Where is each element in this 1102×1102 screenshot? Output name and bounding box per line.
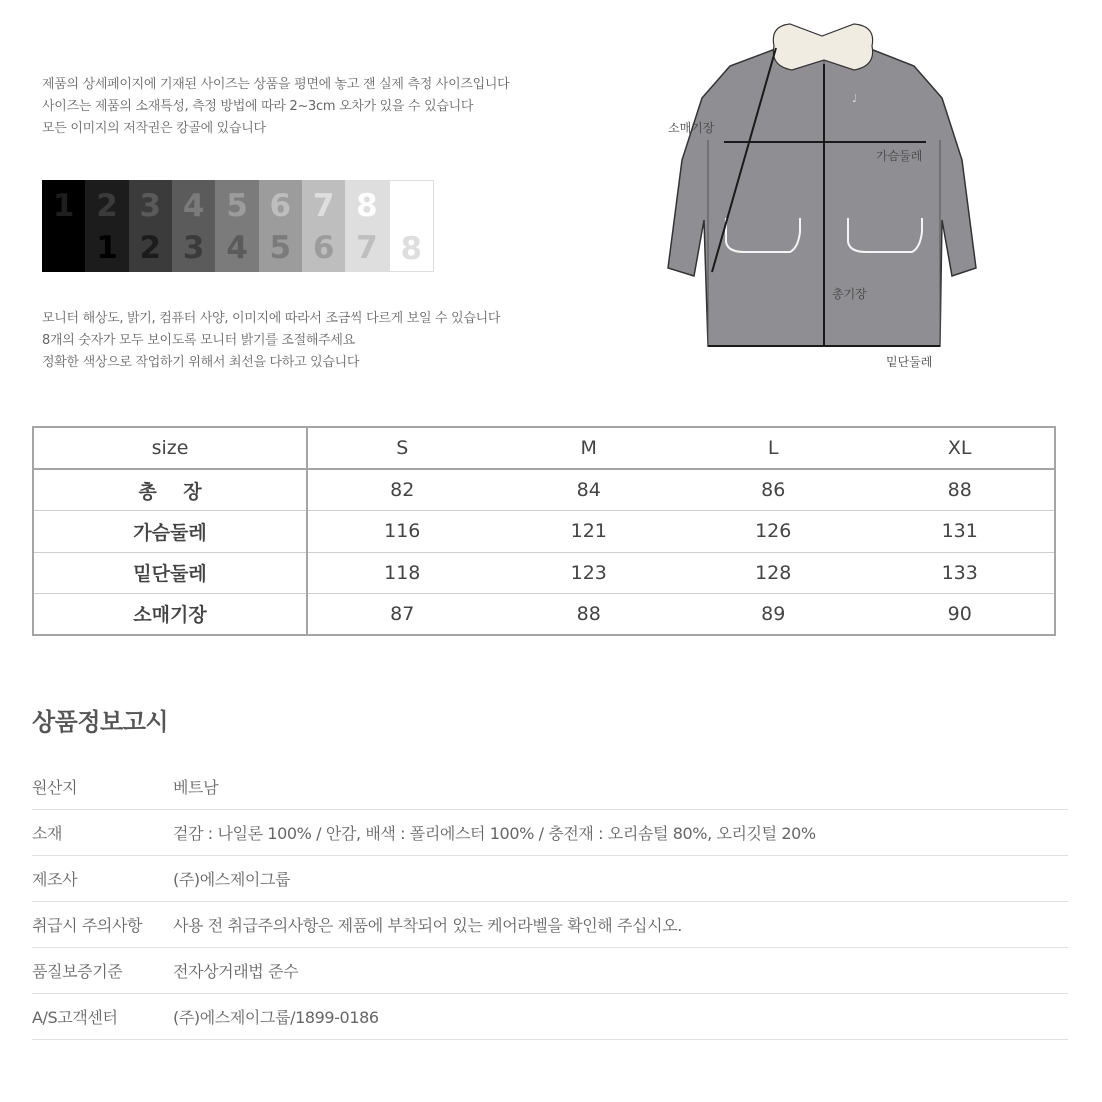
monitor-notice (42, 308, 500, 374)
sleeve-length-label: 소매기장 (668, 121, 715, 135)
info-row-manufacturer (32, 856, 1068, 902)
swatch-number-bottom: 7 (356, 230, 378, 266)
info-value: (주)에스제이그룹 (173, 870, 291, 889)
swatch-number-top: 5 (226, 188, 248, 224)
info-row-customer-center (32, 994, 1068, 1040)
swatch-number-bottom: 3 (182, 230, 205, 266)
table-row (33, 511, 1055, 552)
table-cell: 131 (865, 511, 1055, 552)
table-cell: 89 (681, 593, 865, 635)
table-cell: 118 (307, 552, 497, 593)
swatch-number-top: 3 (139, 188, 162, 224)
table-cell: 88 (865, 469, 1055, 511)
size-header-label: size (33, 427, 307, 469)
total-length-label: 총기장 (832, 287, 867, 301)
notice-line: 정확한 색상으로 작업하기 위해서 최선을 다하고 있습니다 (42, 355, 360, 370)
product-info-table (32, 764, 1068, 1040)
table-cell: 84 (497, 469, 681, 511)
table-cell: 90 (865, 593, 1055, 635)
size-notice (42, 74, 509, 140)
table-row (33, 469, 1055, 511)
brightness-swatch (85, 180, 128, 272)
brightness-swatch (302, 180, 345, 272)
notice-line: 제품의 상세페이지에 기재된 사이즈는 상품을 평면에 놓고 잰 실제 측정 사이즈입니다 (42, 77, 510, 92)
table-cell: 116 (307, 511, 497, 552)
brightness-swatch (389, 180, 434, 272)
brightness-swatch (345, 180, 388, 272)
size-header-l: L (681, 427, 865, 469)
brightness-swatch (259, 180, 302, 272)
row-label: 총 장 (33, 469, 307, 511)
swatch-number-top: 1 (52, 188, 75, 224)
brightness-swatch (172, 180, 215, 272)
brightness-swatch (215, 180, 258, 272)
info-key: 소재 (32, 824, 63, 843)
info-value: 사용 전 취급주의사항은 제품에 부착되어 있는 케어라벨을 확인해 주십시오. (173, 916, 682, 935)
info-value: 전자상거래법 준수 (173, 962, 299, 981)
table-cell: 82 (307, 469, 497, 511)
size-table (32, 426, 1056, 636)
info-row-care (32, 902, 1068, 948)
table-cell: 123 (497, 552, 681, 593)
size-table-header (33, 427, 1055, 469)
swatch-number-bottom: 6 (312, 230, 335, 266)
coat-measurement-diagram (640, 20, 980, 380)
notice-line: 모니터 해상도, 밝기, 컴퓨터 사양, 이미지에 따라서 조금씩 다르게 보일 수 있습니다 (42, 311, 501, 326)
table-cell: 128 (681, 552, 865, 593)
table-cell: 133 (865, 552, 1055, 593)
swatch-number-bottom: 8 (400, 231, 423, 267)
size-header-xl: XL (865, 427, 1055, 469)
info-value: (주)에스제이그룹/1899-0186 (173, 1008, 379, 1027)
swatch-number-bottom: 1 (96, 230, 118, 266)
swatch-number-top: 8 (356, 188, 378, 224)
brightness-swatch (42, 180, 85, 272)
info-key: 품질보증기준 (32, 962, 123, 981)
coat-illustration (668, 24, 976, 346)
size-header-m: M (497, 427, 681, 469)
row-label: 밑단둘레 (33, 552, 307, 593)
notice-line: 8개의 숫자가 모두 보이도록 모니터 밝기를 조절해주세요 (42, 333, 355, 348)
chest-label: 가슴둘레 (876, 149, 923, 163)
row-label: 가슴둘레 (33, 511, 307, 552)
brightness-swatch (129, 180, 172, 272)
svg-text:♩: ♩ (852, 92, 858, 105)
info-key: 원산지 (32, 778, 78, 797)
swatch-number-bottom: 4 (226, 230, 248, 266)
swatch-number-bottom: 2 (139, 230, 162, 266)
info-key: 취급시 주의사항 (32, 916, 143, 935)
swatch-number-bottom: 5 (269, 230, 292, 266)
info-key: 제조사 (32, 870, 78, 889)
swatch-number-top: 6 (269, 188, 292, 224)
notice-line: 사이즈는 제품의 소재특성, 측정 방법에 따라 2~3cm 오차가 있을 수 있습니다 (42, 99, 474, 114)
table-cell: 88 (497, 593, 681, 635)
info-row-origin (32, 764, 1068, 810)
hem-label: 밑단둘레 (886, 355, 933, 369)
table-cell: 86 (681, 469, 865, 511)
table-row (33, 552, 1055, 593)
notice-line: 모든 이미지의 저작권은 캉골에 있습니다 (42, 121, 266, 136)
swatch-number-top: 2 (96, 188, 118, 224)
table-cell: 121 (497, 511, 681, 552)
info-value: 겉감 : 나일론 100% / 안감, 배색 : 폴리에스터 100% / 충전재 : 오리솜털 80%, 오리깃털 20% (173, 824, 816, 843)
info-row-material (32, 810, 1068, 856)
table-cell: 126 (681, 511, 865, 552)
product-info-title: 상품정보고시 (32, 708, 169, 736)
info-key: A/S고객센터 (32, 1008, 118, 1027)
brightness-test-strip (42, 180, 434, 272)
table-row (33, 593, 1055, 635)
info-value: 베트남 (173, 778, 219, 797)
swatch-number-top: 4 (182, 188, 205, 224)
size-header-s: S (307, 427, 497, 469)
swatch-number-top: 7 (312, 188, 335, 224)
row-label: 소매기장 (33, 593, 307, 635)
table-cell: 87 (307, 593, 497, 635)
info-row-warranty (32, 948, 1068, 994)
